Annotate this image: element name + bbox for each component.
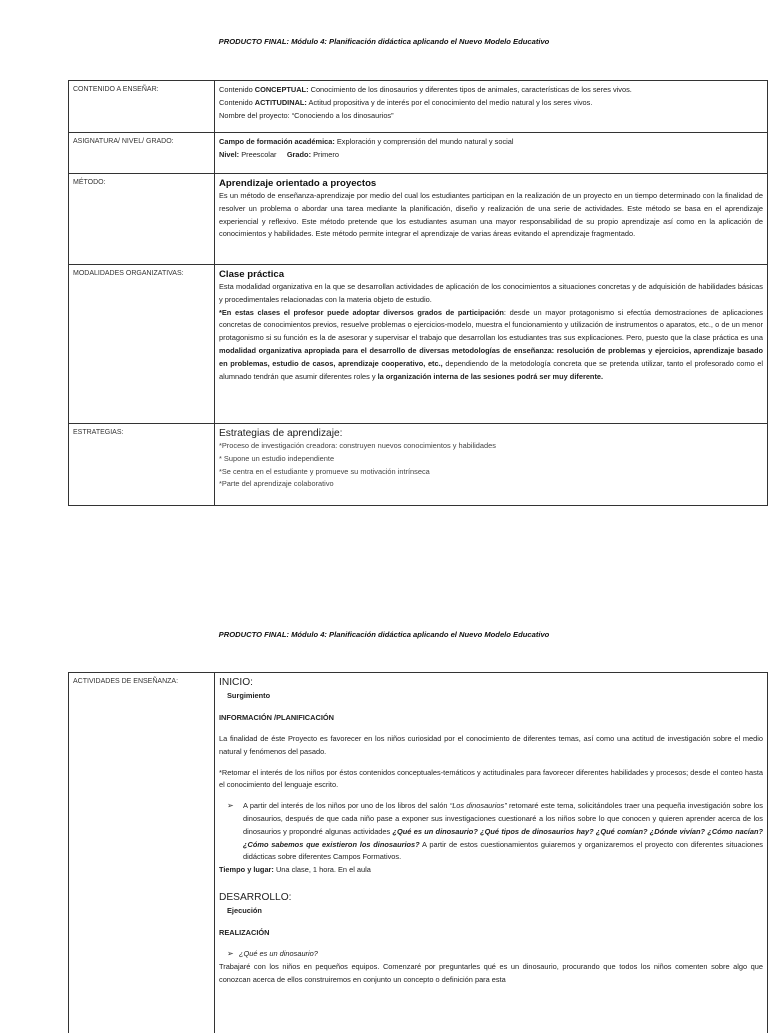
arrow-bullet-icon: ➢: [227, 948, 234, 958]
table-row: [69, 424, 768, 506]
asignatura-cell: Campo de formación académica: Exploración y comprensión del mundo natural y social Nivel: Preescolar Grado: Primero: [215, 133, 768, 174]
activities-table: [68, 672, 768, 1033]
planning-table: [68, 80, 768, 506]
paragraph: *Retomar el interés de los niños por éstos contenidos conceptuales-temáticos y actitudinales para favorecer diferentes habilidades y procesos; desde el conteo hasta el conocimiento del lenguaje escrito.: [219, 767, 763, 790]
table-row: [69, 174, 768, 265]
table-row: [69, 133, 768, 174]
list-item: * Supone un estudio independiente: [219, 453, 335, 463]
desarrollo-subtitle: Ejecución: [227, 905, 262, 915]
table-row: [69, 81, 768, 133]
contenido-cell: Contenido CONCEPTUAL: Conocimiento de los dinosaurios y diferentes tipos de animales, características de los seres vivos. Contenido ACTITUDINAL: Actitud propositiva y de interés por el conocimiento del medio natural y los seres vivos. Nombre del proyecto: “Conociendo a los dinosaurios”: [215, 81, 768, 133]
list-item: *Proceso de investigación creadora: construyen nuevos conocimientos y habilidades: [219, 441, 496, 450]
page-header: PRODUCTO FINAL: Módulo 4: Planificación didáctica aplicando el Nuevo Modelo Educativo: [218, 630, 550, 639]
modalidades-title: Clase práctica: [219, 269, 285, 280]
row-label-estrategias: ESTRATEGIAS:: [69, 424, 215, 506]
paragraph: La finalidad de éste Proyecto es favorecer en los niños curiosidad por el conocimiento de diferentes temas, así como una actitud de investigación sobre el medio natural y fenómenos del pasado.: [219, 734, 763, 756]
table-row: [69, 673, 768, 1033]
table-row: [69, 265, 768, 424]
paragraph: Trabajaré con los niños en pequeños equipos. Comenzaré por preguntarles qué es un dinosaurio, procurando que todos los niños comenten sobre algo que conozcan acerca de ellos construiremos en conjunto un concepto o definición para esta: [219, 961, 763, 984]
info-heading: INFORMACIÓN /PLANIFICACIÓN: [219, 713, 334, 722]
modalidades-cell: Clase práctica Esta modalidad organizativa en la que se desarrollan actividades de aplicación de los conocimientos a situaciones concretas y de adquisición de habilidades básicas y procedimentales relacionadas con la materia objeto de estudio. *En estas clases el profesor puede adoptar diversos grados de participación: desde un mayor protagonismo si efectúa demostraciones de aplicaciones concretas de conocimientos previos, resuelve problemas o ejercicios-modelo, muestra el funcionamiento y utilización de instrumentos o aparatos, etc., o de un menor protagonismo si su función es la de asesorar y supervisar el trabajo que desarrollan los estudiantes tras sus explicaciones. Pero, puesto que la clase práctica es una modalidad organizativa apropiada para el desarrollo de diversas metodologías de enseñanza: resolución de problemas y ejercicios, aprendizaje basado en problemas, estudio de casos, aprendizaje cooperativo, etc., dependiendo de la metodología concreta que se pretenda utilizar, tanto el profesorado como el alumnado tendrán que asumir diferentes roles y la organización interna de las sesiones podrá ser muy diferente.: [215, 265, 768, 424]
estrategias-cell: [215, 424, 768, 506]
page-header: PRODUCTO FINAL: Módulo 4: Planificación didáctica aplicando el Nuevo Modelo Educativo: [218, 37, 550, 46]
row-label-modalidades: MODALIDADES ORGANIZATIVAS:: [69, 265, 215, 424]
list-item: ➢ A partir del interés de los niños por uno de los libros del salón “Los dinosaurios” retomaré este tema, solicitándoles traer una pequeña investigación sobre los dinosaurios, después de que cada niño pase a exponer sus investigaciones cuestionaré a los niños sobre lo que conocen y quieren aprender acerca de los dinosaurios y propondré algunas actividades ¿Qué es un dinosaurio? ¿Qué tipos de dinosaurios hay? ¿Qué comían? ¿Dónde vivían? ¿Cómo nacían? ¿Cómo sabemos que existieron los dinosaurios? A partir de estos cuestionamientos guiaremos y organizaremos el proyecto con diferentes situaciones didácticas sobre diferentes Campos Formativos.: [227, 801, 764, 862]
list-item: *Parte del aprendizaje colaborativo: [219, 479, 334, 489]
actividades-cell: [215, 673, 768, 1033]
arrow-bullet-icon: ➢: [227, 801, 234, 811]
row-label-metodo: MÉTODO:: [69, 174, 215, 265]
row-label-contenido: CONTENIDO A ENSEÑAR:: [69, 81, 215, 133]
row-label-asignatura: ASIGNATURA/ NIVEL/ GRADO:: [69, 133, 215, 174]
row-label-actividades: ACTIVIDADES DE ENSEÑANZA:: [69, 673, 215, 1033]
list-item: *Se centra en el estudiante y promueve su motivación intrínseca: [219, 466, 430, 476]
list-item: ➢ ¿Qué es un dinosaurio?: [219, 948, 763, 961]
metodo-title: Aprendizaje orientado a proyectos: [219, 178, 377, 189]
realizacion-heading: REALIZACIÓN: [219, 927, 270, 937]
inicio-title: INICIO:: [219, 677, 253, 688]
tiempo-line: Tiempo y lugar: Una clase, 1 hora. En el aula: [219, 865, 371, 875]
metodo-text: Es un método de enseñanza-aprendizaje por medio del cual los estudiantes participan en la realización de un proyecto en un tiempo determinado con la finalidad de resolver un problema o abordar una tarea mediante la planificación, diseño y realización de una serie de actividades. Este método se basa en el aprendizaje experiencial y reflexivo. Este método pretende que los estudiantes asuman una mayor responsabilidad de su propio aprendizaje así como en la aplicación de conocimientos y habilidades. Este método permite integrar el aprendizaje de varias áreas evitando el aprendizaje fragmentado.: [219, 191, 763, 239]
metodo-cell: [215, 174, 768, 265]
desarrollo-title: DESARROLLO:: [219, 891, 292, 903]
estrategias-title: Estrategias de aprendizaje:: [219, 428, 343, 439]
inicio-subtitle: Surgimiento: [227, 691, 271, 700]
